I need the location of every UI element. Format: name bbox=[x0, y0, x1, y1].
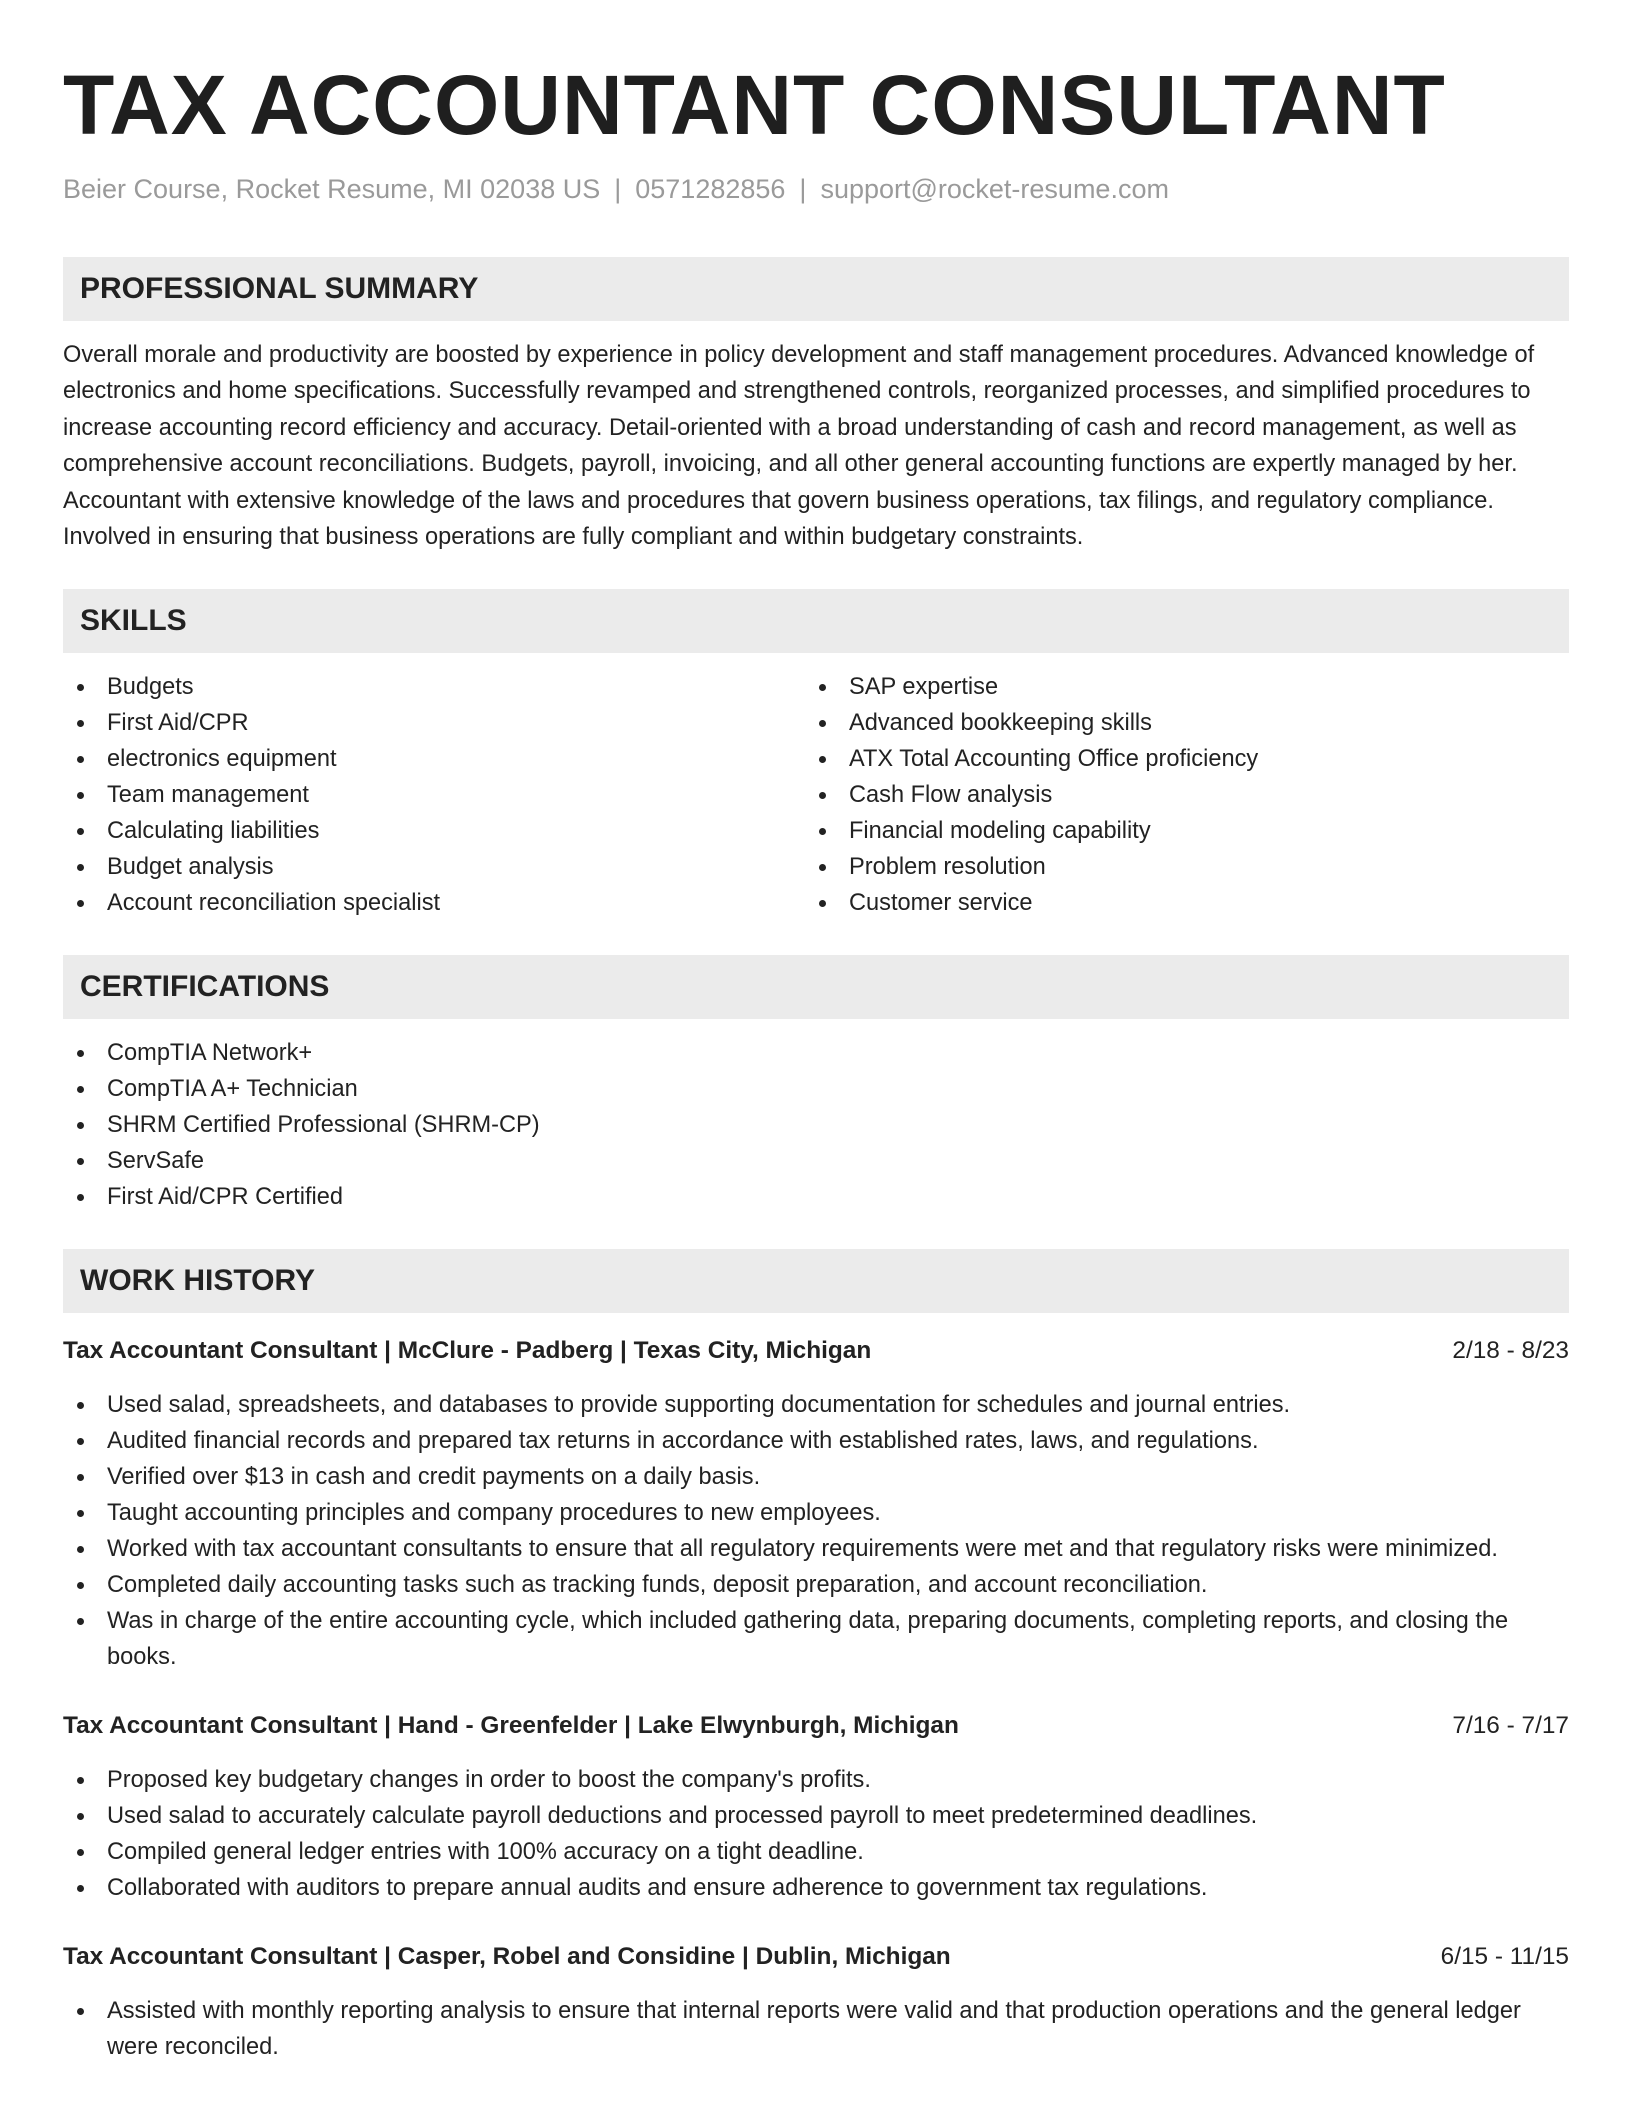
job-dates: 6/15 - 11/15 bbox=[1440, 1943, 1569, 1971]
skill-item: Problem resolution bbox=[805, 849, 1547, 885]
certifications-list bbox=[63, 1035, 1569, 1215]
skill-item: Account reconciliation specialist bbox=[63, 885, 805, 921]
section-heading-certifications: CERTIFICATIONS bbox=[63, 955, 1569, 1019]
skill-item: electronics equipment bbox=[63, 741, 805, 777]
job-bullet: Audited financial records and prepared tax returns in accordance with established rates, laws, and regulations. bbox=[63, 1423, 1569, 1459]
section-heading-skills: SKILLS bbox=[63, 589, 1569, 653]
job-bullet: Taught accounting principles and company procedures to new employees. bbox=[63, 1495, 1569, 1531]
job-dates: 2/18 - 8/23 bbox=[1452, 1337, 1569, 1365]
candidate-name: TAX ACCOUNTANT CONSULTANT bbox=[63, 58, 1446, 152]
skill-item: Team management bbox=[63, 777, 805, 813]
job-bullet: Proposed key budgetary changes in order to boost the company's profits. bbox=[63, 1762, 1569, 1798]
job-title: Tax Accountant Consultant | Casper, Robel and Considine | Dublin, Michigan bbox=[63, 1943, 951, 1971]
skills-list-right bbox=[805, 669, 1547, 921]
summary-text: Overall morale and productivity are boosted by experience in policy development and staff management procedures. Advanced knowledge of electronics and home specifications. Successfully revamped and strengthened controls, reorganized processes, and simplified procedures to increase accounting record efficiency and accuracy. Detail-oriented with a broad understanding of cash and record management, as well as comprehensive account reconciliations. Budgets, payroll, invoicing, and all other general accounting functions are expertly managed by her. Accountant with extensive knowledge of the laws and procedures that govern business operations, tax filings, and regulatory compliance. Involved in ensuring that business operations are fully compliant and within budgetary constraints. bbox=[63, 342, 1535, 551]
job-bullet: Verified over $13 in cash and credit payments on a daily basis. bbox=[63, 1459, 1569, 1495]
certification-item: CompTIA Network+ bbox=[63, 1035, 1569, 1071]
skill-item: First Aid/CPR bbox=[63, 705, 805, 741]
skills-grid bbox=[63, 669, 1569, 921]
contact-address: Beier Course, Rocket Resume, MI 02038 US bbox=[63, 174, 601, 204]
job-title: Tax Accountant Consultant | Hand - Greenfelder | Lake Elwynburgh, Michigan bbox=[63, 1712, 959, 1740]
skill-item: Customer service bbox=[805, 885, 1547, 921]
skill-item: ATX Total Accounting Office proficiency bbox=[805, 741, 1547, 777]
skill-item: Budget analysis bbox=[63, 849, 805, 885]
job-bullet: Used salad, spreadsheets, and databases to provide supporting documentation for schedules and journal entries. bbox=[63, 1387, 1569, 1423]
certification-item: CompTIA A+ Technician bbox=[63, 1071, 1569, 1107]
skill-item: Financial modeling capability bbox=[805, 813, 1547, 849]
contact-email[interactable]: support@rocket-resume.com bbox=[820, 174, 1169, 204]
section-heading-summary: PROFESSIONAL SUMMARY bbox=[63, 257, 1569, 321]
section-heading-work-history: WORK HISTORY bbox=[63, 1249, 1569, 1313]
contact-phone: 0571282856 bbox=[635, 174, 786, 204]
skill-item: Budgets bbox=[63, 669, 805, 705]
job-title: Tax Accountant Consultant | McClure - Padberg | Texas City, Michigan bbox=[63, 1337, 872, 1365]
skill-item: SAP expertise bbox=[805, 669, 1547, 705]
contact-separator: | bbox=[614, 174, 622, 204]
certification-item: First Aid/CPR Certified bbox=[63, 1179, 1569, 1215]
contact-separator: | bbox=[799, 174, 807, 204]
job-dates: 7/16 - 7/17 bbox=[1452, 1712, 1569, 1740]
contact-line bbox=[63, 171, 1569, 207]
job-bullet: Used salad to accurately calculate payroll deductions and processed payroll to meet predetermined deadlines. bbox=[63, 1798, 1569, 1834]
job-bullets bbox=[63, 1387, 1569, 1675]
skill-item: Advanced bookkeeping skills bbox=[805, 705, 1547, 741]
skills-list-left bbox=[63, 669, 805, 921]
skill-item: Cash Flow analysis bbox=[805, 777, 1547, 813]
job-header bbox=[63, 1708, 1569, 1744]
job-bullet: Completed daily accounting tasks such as tracking funds, deposit preparation, and account reconciliation. bbox=[63, 1567, 1569, 1603]
certification-item: ServSafe bbox=[63, 1143, 1569, 1179]
job-bullet: Compiled general ledger entries with 100% accuracy on a tight deadline. bbox=[63, 1834, 1569, 1870]
skill-item: Calculating liabilities bbox=[63, 813, 805, 849]
certification-item: SHRM Certified Professional (SHRM-CP) bbox=[63, 1107, 1569, 1143]
job-bullet: Assisted with monthly reporting analysis to ensure that internal reports were valid and that production operations and the general ledger were reconciled. bbox=[63, 1993, 1569, 2065]
job-bullet: Was in charge of the entire accounting cycle, which included gathering data, preparing documents, completing reports, and closing the books. bbox=[63, 1603, 1569, 1675]
job-bullet: Collaborated with auditors to prepare annual audits and ensure adherence to government tax regulations. bbox=[63, 1870, 1569, 1906]
job-bullets bbox=[63, 1762, 1569, 1906]
job-bullet: Worked with tax accountant consultants to ensure that all regulatory requirements were met and that regulatory risks were minimized. bbox=[63, 1531, 1569, 1567]
job-header bbox=[63, 1333, 1569, 1369]
job-header bbox=[63, 1939, 1569, 1975]
job-bullets bbox=[63, 1993, 1569, 2065]
